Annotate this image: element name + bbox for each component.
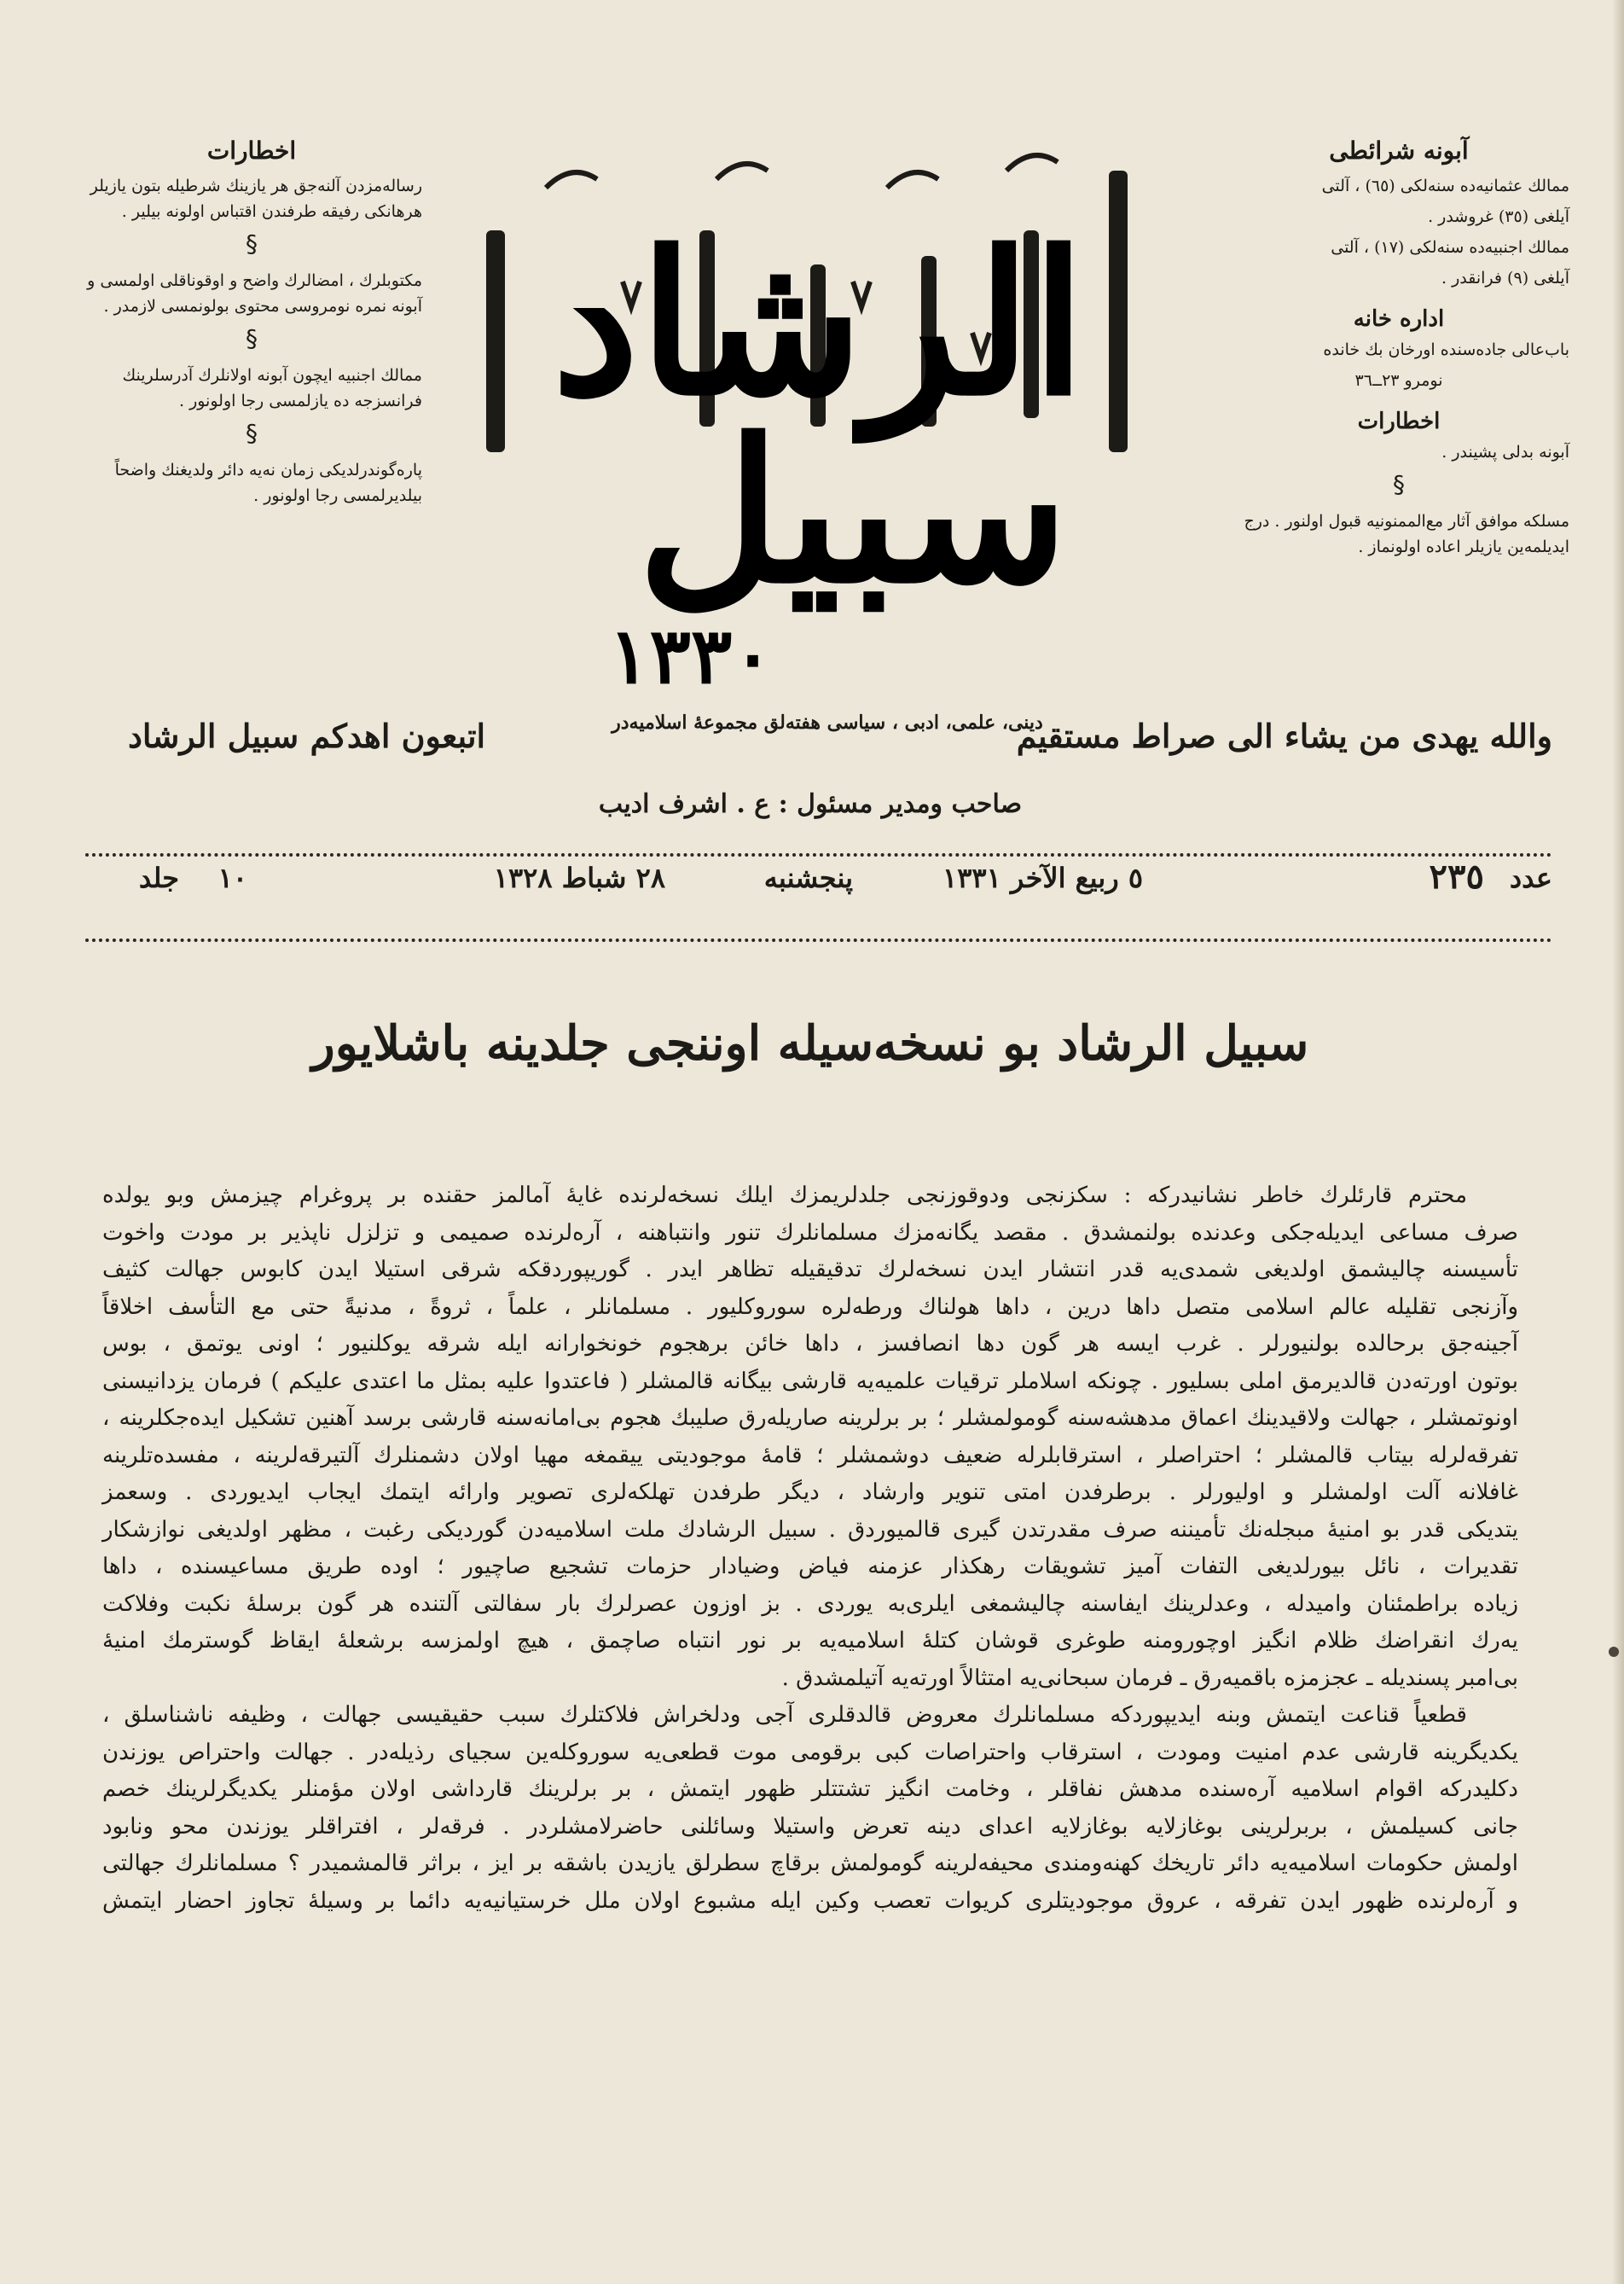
volume-number: ١٠ bbox=[218, 862, 247, 894]
notice-right-item: آبونه بدلی پشیندر . bbox=[1441, 443, 1569, 462]
notice-left-item: رساله‌مزدن آلنه‌جق هر یازینك شرطیله بتون یازیلر هرهانكی رفیقه طرفندن اقتباس اولونه بیلیر . bbox=[90, 177, 422, 221]
masthead-line2: سبيل bbox=[637, 397, 1069, 627]
article-line: قطعیاً قناعت ایتمش وبنه ایدیپوردكه مسلمانلرك معروض قالدقلری آجی ودلخراش فلاكتلرك سبب حقیقیسی جهالت ، وظیفه ناشناسلق ، bbox=[102, 1702, 1467, 1728]
notice-left-item: ممالك اجنبیه ایچون آبونه اولانلرك آدرسلرینك فرانسزجه ده یازلمسی رجا اولونور . bbox=[122, 366, 422, 410]
issue-number: ٢٣٥ bbox=[1429, 857, 1484, 897]
dotted-rule-top bbox=[85, 853, 1552, 857]
masthead bbox=[409, 137, 1228, 700]
notice-left-item: مكتوبلرك ، امضالرك واضح و اوقوناقلی اولمسی و آبونه نمره نومروسی محتوی بولونمسی لازمدر . bbox=[87, 271, 422, 316]
section-sign: § bbox=[1393, 470, 1405, 498]
article-body bbox=[102, 1177, 1518, 1920]
motto-right: والله يهدى من يشاء الى صراط مستقيم bbox=[1016, 717, 1552, 755]
dotted-rule-bottom bbox=[85, 939, 1552, 942]
notices-right-title: اخطارات bbox=[1357, 409, 1441, 434]
article-line: وآزنجی تقلیله عالم اسلامی متصل داها درین ، داها هولناك ورطه‌لره سوروكلیور . مسلمانلر ، علماً ، ثروةً ، مدنیةً حتی مع التأسف اخلاقاً bbox=[102, 1293, 1518, 1320]
article-line: جانی كسیلمش ، بربرلرینی بوغازلایه بوغازلایه اعدای دینه تعرض واستیلا وسائلنی حاضرلامشلردر . فرقه‌لر ، افتراقلر یوزندن محو ونابود bbox=[102, 1813, 1519, 1839]
notices-left-title: اخطارات bbox=[206, 137, 297, 165]
section-sign: § bbox=[246, 419, 258, 447]
issue-label: عدد bbox=[1509, 862, 1552, 894]
subscription-line: ممالك عثمانيه‌ده سنه‌لكی (٦٥) ، آلتی bbox=[1321, 177, 1569, 195]
article-line: تأسیسنه چالیشمق اولدیغی شمدی‌یه قدر انتشار ایدن نسخه‌لرك تدقیقیله تظاهر ایدر . گوریپوردقكه شرقی استیلا ایدن كابوس جهالت كثیف bbox=[102, 1257, 1518, 1282]
article-line: دكلیدركه اقوام اسلامیه آره‌سنده مدهش نفاقلر ، وخامت انگیز تشتتلر ظهور ایتمش ، بر برلرینك قارداشی اولان مؤمنلر یكدیگرلرینك خصم bbox=[102, 1776, 1518, 1802]
motto-center: دینی، علمی، ادبی ، سیاسی هفته‌لق مجموعهٔ اسلامیه‌در bbox=[612, 712, 1043, 734]
masthead-calligraphy bbox=[409, 137, 1228, 700]
article-line: یكدیگرینه قارشی عدم امنیت ومودت ، استرقاب واحتراصات كبی برقومی موت قطعی‌یه سوروكله‌ین سجیای رذیله‌در . جهالت واحتراص یوزندن bbox=[102, 1739, 1518, 1765]
owner-line: صاحب ومدیر مسئول : ع . اشرف ادیب bbox=[598, 789, 1023, 819]
section-sign: § bbox=[246, 324, 258, 352]
article-line: اونوتمشلر ، جهالت ولاقیدینك اعماق مدهشه‌سنه گومولمشلر ؛ بر برلرینه صاریله‌رق صلیبك هجوم بی‌امانه‌سنه قارشی برسد آهنین تشكیل ایده‌جكلرینه ، bbox=[102, 1405, 1518, 1431]
office-title: اداره خانه bbox=[1353, 306, 1445, 332]
dateline bbox=[85, 857, 1552, 921]
article-line: صرف مساعی ایدیله‌جكی وعدنده بولنمشدق . مقصد یگانه‌مزك مسلمانلرك تنور وانتباهنه ، آره‌لرنده صمیمی و تزلزل ناپذیر بر مودت واخوت bbox=[102, 1219, 1518, 1246]
subscription-line: آیلغی (٣٥) غروشدر . bbox=[1428, 207, 1569, 226]
notice-left-item: پاره‌گوندرلدیكی زمان نه‌یه دائر ولدیغنك واضحاً بیلدیرلمسی رجا اولونور . bbox=[114, 461, 422, 505]
binding-hole bbox=[1609, 1647, 1619, 1657]
article-line: بی‌امبر پسندیله ـ عجزمزه باقمیه‌رق ـ فرمان سبحانی‌یه امتثالاً اورته‌یه آتیلمشدق . bbox=[781, 1665, 1518, 1691]
rumi-date: ٢٨ شباط ١٣٢٨ bbox=[493, 862, 665, 894]
subscription-line: آیلغی (٩) فرانقدر . bbox=[1441, 269, 1569, 288]
article-line: غافلانه آلت اولمشلر و اولیورلر . برطرفدن امتی تنویر وارشاد ، دیگر طرفدن تهلكه‌لری تصویر وارائه ایتمك ایجاب ایدیوردی . وسعمز bbox=[102, 1479, 1518, 1505]
article-line: و آره‌لرنده ظهور ایدن تفرقه ، عروق موجودیتلری كریوات تعصب وكین ایله مشبوع اولان ملل خرستیانیه‌یه دائما بر وسیلهٔ تجاوز احضار ایتمش bbox=[102, 1887, 1518, 1914]
mottos-row bbox=[77, 712, 1552, 776]
subscription-column bbox=[1228, 137, 1569, 565]
article-line: آجینه‌جق برحالده بولنیورلر . غرب ایسه هر گون دها انصافسز ، داها خائن برهجوم خونخوارانه ایله شرقه یوكلنیور ؛ اونی یوتمق ، بوس bbox=[102, 1331, 1518, 1357]
article-line: زیاده براطمئنان وامیدله ، وعدلرینك ایفاسنه چالیشمغی ایلری‌به یوردی . بز اوزون عصرلرك بار سفالتی آلتنده هر گون برسلهٔ نكبت وفلاكت bbox=[102, 1590, 1518, 1617]
subscription-line: ممالك اجنبیه‌ده سنه‌لكی (١٧) ، آلتی bbox=[1331, 238, 1569, 257]
masthead-year: ١٣٣٠ bbox=[608, 611, 774, 700]
volume-label: جلد bbox=[138, 862, 179, 894]
article-line: محترم قارئلرك خاطر نشانیدركه : سكزنجی ودوقوزنجی جلدلریمزك ایلك نسخه‌لرنده غایهٔ آمالمز حقنده بر پروغرام چیزمش وبو یولده bbox=[102, 1183, 1467, 1208]
office-line: نومرو ٢٣ــ٣٦ bbox=[1354, 371, 1443, 390]
article-line: اولمش حكومات اسلامیه‌یه دائر تاریخك كهنه‌ومندی محیفه‌لرینه گومولمش برقاچ سطرلق یازیدن باشقه بر ایز ، براثر قالمشمیدر ؟ مسلمانلرك جهالتی bbox=[102, 1851, 1518, 1876]
motto-left: اتبعون اهدكم سبيل الرشاد bbox=[128, 717, 486, 755]
office-line: باب‌عالی جاده‌سنده اورخان بك خانده bbox=[1323, 340, 1569, 359]
subscription-title: آبونه شرائطی bbox=[1329, 137, 1469, 165]
article-line: تفرقه‌لرله بیتاب قالمشلر ؛ احتراصلر ، استرقابلرله ضعیف دوشمشلر ؛ قامهٔ موجودیتی ییقمغه مهیا اولان دشمنلرك آلتیرقه‌لرینه ، مفسده‌تلرینه bbox=[102, 1442, 1518, 1468]
article-line: بوتون اورته‌دن قالدیرمق املی بسلیور . چونكه اسلاملر ترقیات علمیه‌یه قارشی بیگانه قالمشلر ( فاعتدوا علیه بمثل ما اعتدی علیكم ) فرمان یزدانیسنی bbox=[102, 1368, 1518, 1394]
section-sign: § bbox=[246, 230, 258, 258]
article-line: یتدیكی قدر بو امنیهٔ مبجله‌نك تأمیننه صرف مقدرتدن گیری قالمیوردق . سبیل الرشادك ملت اسلامیه‌دن گوردیكی رغبت ، مظهر اولدیغی نوازشكار bbox=[102, 1516, 1518, 1543]
notice-right-item: مسلكه موافق آثار مع‌الممنونیه قبول اولنور . درج ایدیلمه‌ین یازیلر اعاده اولونماز . bbox=[1244, 512, 1569, 556]
article-line: یه‌رك انقراضك ظلام انگیز اوچورومنه طوغری قوشان كتلهٔ اسلامیه‌یه بر نور انتباه صاچمق ، هیچ اولمزسه برشعلهٔ ایقاظ گوسترمك امنیهٔ bbox=[102, 1628, 1518, 1653]
article-line: تقدیرات ، نائل بیورلدیغی التفات آمیز تشویقات رهكذار عزمنه فیاض وضیادار حزمات تشجیع صاچیور ؛ اوده طریق مساعیسنده ، داها bbox=[102, 1554, 1518, 1579]
hijri-date: ٥ ربيع الآخر ١٣٣١ bbox=[942, 862, 1143, 894]
notices-left-column bbox=[81, 137, 422, 514]
weekday: پنجشنبه bbox=[763, 862, 853, 894]
page-edge bbox=[1612, 0, 1624, 2284]
masthead-line1: الرشاد bbox=[551, 209, 1087, 439]
article-headline: سبیل الرشاد بو نسخه‌سیله اوننجی جلدینه باشلایور bbox=[311, 1015, 1309, 1072]
